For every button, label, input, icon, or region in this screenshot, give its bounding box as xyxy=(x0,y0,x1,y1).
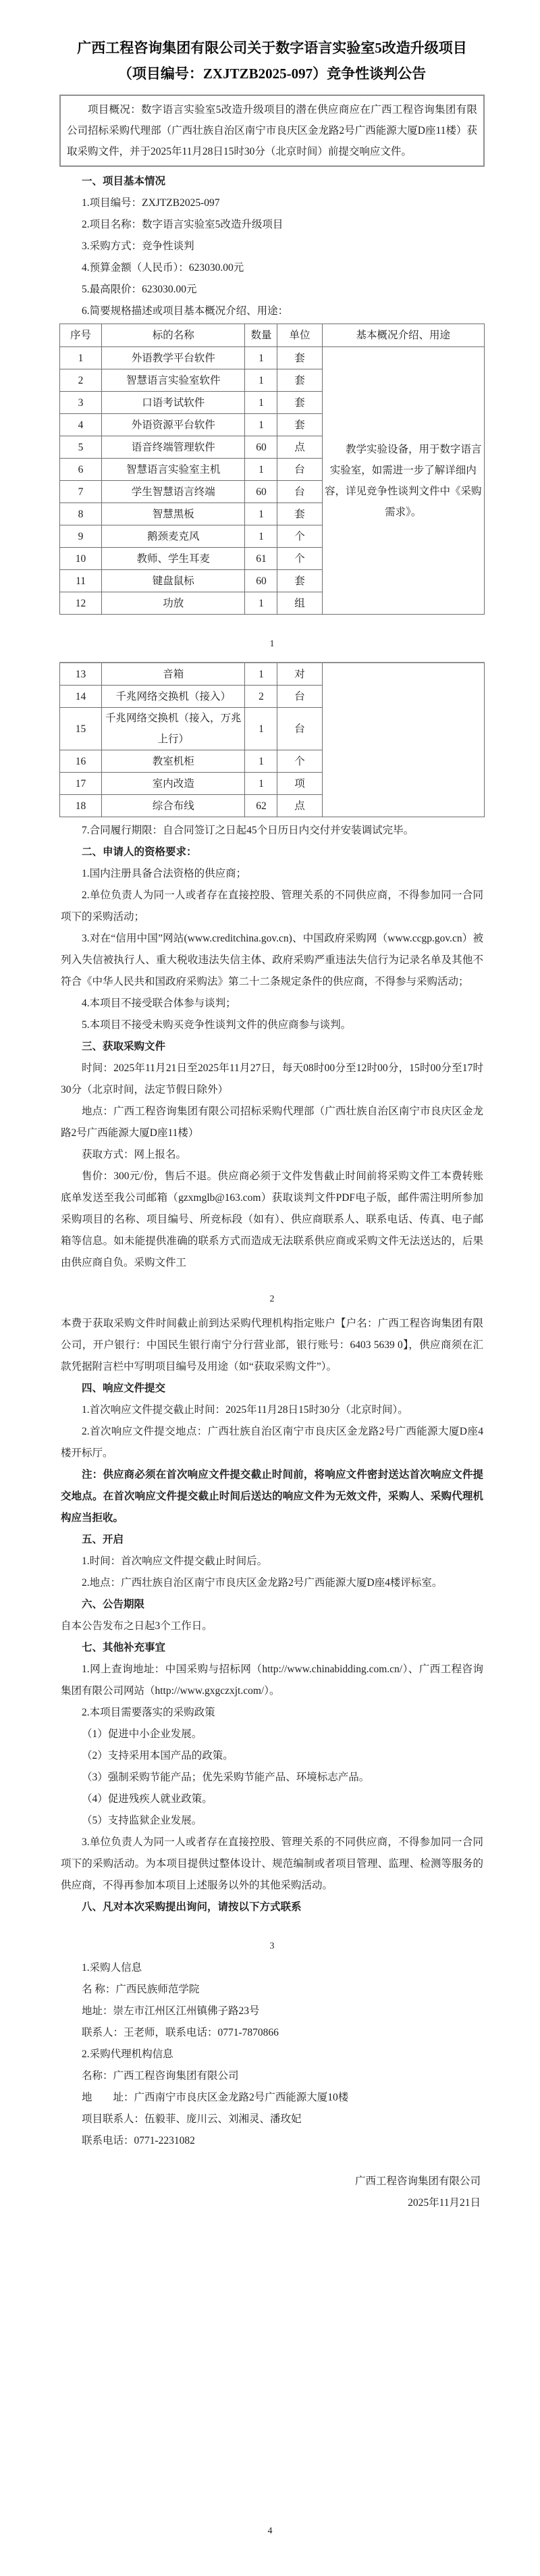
section-heading: 四、响应文件提交 xyxy=(82,1383,166,1394)
merged-note-cell-continued xyxy=(322,663,484,817)
table-cell: 套 xyxy=(277,392,322,414)
table-cell: 个 xyxy=(277,548,322,570)
page-number: 1 xyxy=(269,639,275,649)
table-cell: 1 xyxy=(245,414,277,436)
table-cell: 1 xyxy=(245,708,277,750)
paragraph: 地点：广西工程咨询集团有限公司招标采购代理部（广西壮族自治区南宁市良庆区金龙路2号广西能源大厦D座11楼） xyxy=(61,1106,483,1139)
paragraph: 项目联系人：伍毅菲、庞川云、刘湘灵、潘玫妃 xyxy=(82,2113,302,2125)
paragraph: （5）支持监狱企业发展。 xyxy=(82,1815,202,1826)
paragraph: 2.项目名称：数字语言实验室5改造升级项目 xyxy=(82,219,284,230)
table-cell: 外语资源平台软件 xyxy=(102,414,245,436)
table-cell: 功放 xyxy=(102,592,245,615)
table-cell: 教师、学生耳麦 xyxy=(102,548,245,570)
paragraph: 2.采购代理机构信息 xyxy=(82,2049,173,2060)
section-heading: 七、其他补充事宜 xyxy=(82,1642,166,1653)
paragraph: 4.本项目不接受联合体参与谈判； xyxy=(82,998,236,1009)
items-table-page1 xyxy=(59,324,485,615)
table-cell: 千兆网络交换机（接入，万兆上行） xyxy=(102,708,245,750)
table-cell: 套 xyxy=(277,369,322,392)
table-cell: 1 xyxy=(245,773,277,795)
table-cell: 台 xyxy=(277,708,322,750)
paragraph: 1.时间：首次响应文件提交截止时间后。 xyxy=(82,1555,268,1567)
table-row xyxy=(60,663,485,686)
table-cell: 智慧语言实验室软件 xyxy=(102,369,245,392)
table-cell: 60 xyxy=(245,570,277,592)
paragraph: 名称：广西工程咨询集团有限公司 xyxy=(82,2070,239,2082)
table-cell: 12 xyxy=(60,592,102,615)
paragraph: 2.本项目需要落实的采购政策 xyxy=(82,1707,215,1718)
table-cell: 60 xyxy=(245,481,277,503)
table-cell: 2 xyxy=(245,686,277,708)
table-cell: 点 xyxy=(277,795,322,817)
paragraph: 1.采购人信息 xyxy=(82,1962,142,1974)
signature-date: 2025年11月21日 xyxy=(408,2197,481,2209)
table-cell: 17 xyxy=(60,773,102,795)
note-paragraph: 注：供应商必须在首次响应文件提交截止时间前，将响应文件密封送达首次响应文件提交地点。在首次响应文件提交截止时间后送达的响应文件为无效文件，采购人、采购代理机构应当拒收。 xyxy=(61,1469,483,1524)
table-cell: 6 xyxy=(60,459,102,481)
table-cell: 个 xyxy=(277,525,322,548)
column-header: 标的名称 xyxy=(102,324,245,347)
paragraph: 7.合同履行期限：自合同签订之日起45个日历日内交付并安装调试完毕。 xyxy=(82,825,414,836)
table-cell: 14 xyxy=(60,686,102,708)
section-heading: 三、获取采购文件 xyxy=(82,1041,166,1052)
paragraph: 联系人：王老师，联系电话：0771-7870866 xyxy=(82,2027,279,2038)
table-cell: 套 xyxy=(277,570,322,592)
project-overview-box xyxy=(59,95,485,167)
table-cell: 综合布线 xyxy=(102,795,245,817)
table-cell: 5 xyxy=(60,436,102,459)
table-cell: 1 xyxy=(245,369,277,392)
table-cell: 学生智慧语言终端 xyxy=(102,481,245,503)
paragraph: 获取方式：网上报名。 xyxy=(82,1149,187,1160)
table-cell: 智慧黑板 xyxy=(102,503,245,525)
table-cell: 3 xyxy=(60,392,102,414)
page-number: 2 xyxy=(269,1294,275,1304)
table-cell: 鹅颈麦克风 xyxy=(102,525,245,548)
paragraph: 名 称：广西民族师范学院 xyxy=(82,1984,200,1995)
paragraph: 1.国内注册具备合法资格的供应商； xyxy=(82,868,247,879)
paragraph: 地 址：广西南宁市良庆区金龙路2号广西能源大厦10楼 xyxy=(82,2092,349,2103)
paragraph: 5.本项目不接受未购买竞争性谈判文件的供应商参与谈判。 xyxy=(82,1019,352,1031)
page-number: 3 xyxy=(269,1941,275,1951)
table-cell: 智慧语言实验室主机 xyxy=(102,459,245,481)
section-heading: 六、公告期限 xyxy=(82,1599,145,1610)
table-cell: 4 xyxy=(60,414,102,436)
paragraph: 1.首次响应文件提交截止时间：2025年11月28日15时30分（北京时间）。 xyxy=(82,1404,408,1416)
page-number: 4 xyxy=(267,2526,273,2536)
title-line-2: （项目编号：ZXJTZB2025-097）竞争性谈判公告 xyxy=(117,66,427,82)
table-cell: 1 xyxy=(245,592,277,615)
project-overview-text: 项目概况：数字语言实验室5改造升级项目的潜在供应商应在广西工程咨询集团有限公司招标采购代理部（广西壮族自治区南宁市良庆区金龙路2号广西能源大厦D座11楼）获取采购文件，并于2025年11月28日15时30分（北京时间）前提交响应文件。 xyxy=(67,104,477,157)
paragraph: （4）促进残疾人就业政策。 xyxy=(82,1793,213,1805)
column-header: 数量 xyxy=(245,324,277,347)
table-cell: 1 xyxy=(245,347,277,369)
table-cell: 组 xyxy=(277,592,322,615)
table-cell: 16 xyxy=(60,750,102,773)
table-cell: 台 xyxy=(277,686,322,708)
paragraph: 时间：2025年11月21日至2025年11月27日，每天08时00分至12时00分，15时00分至17时30分（北京时间，法定节假日除外） xyxy=(61,1062,483,1096)
table-cell: 台 xyxy=(277,459,322,481)
paragraph: 联系电话：0771-2231082 xyxy=(82,2135,195,2146)
paragraph: 4.预算金额（人民币）：623030.00元 xyxy=(82,262,244,274)
paragraph: 自本公告发布之日起3个工作日。 xyxy=(61,1620,213,1632)
table-cell: 10 xyxy=(60,548,102,570)
table-cell: 点 xyxy=(277,436,322,459)
paragraph: 3.采购方式：竞争性谈判 xyxy=(82,240,194,252)
table-cell: 60 xyxy=(245,436,277,459)
table-cell: 对 xyxy=(277,663,322,686)
table-cell: 室内改造 xyxy=(102,773,245,795)
table-cell: 项 xyxy=(277,773,322,795)
paragraph: 2.单位负责人为同一人或者存在直接控股、管理关系的不同供应商，不得参加同一合同项下的采购活动； xyxy=(61,890,483,923)
table-cell: 11 xyxy=(60,570,102,592)
paragraph: 3.单位负责人为同一人或者存在直接控股、管理关系的不同供应商，不得参加同一合同项下的采购活动。为本项目提供过整体设计、规范编制或者项目管理、监理、检测等服务的供应商，不得再参加本项目上述服务以外的其他采购活动。 xyxy=(61,1836,483,1891)
paragraph: 售价：300元/份，售后不退。供应商必须于文件发售截止时间前将采购文件工本费转账底单发送至我公司邮箱（gzxmglb@163.com）获取谈判文件PDF电子版，邮件需注明所参加采购项目的名称、项目编号、所竞标段（如有）、供应商联系人、联系电话、传真、电子邮箱等信息。如未能提供准确的联系方式而造成无法联系供应商或采购文件无法送达的，后果由供应商自负。采购文件工 xyxy=(61,1170,483,1268)
table-cell: 键盘鼠标 xyxy=(102,570,245,592)
paragraph: 3.对在“信用中国”网站(www.creditchina.gov.cn)、中国政府采购网（www.ccgp.gov.cn）被列入失信被执行人、重大税收违法失信主体、政府采购严重违法失信行为记录名单及其他不符合《中华人民共和国政府采购法》第二十二条规定条件的供应商，不得参与采购活动； xyxy=(61,933,483,987)
paragraph: 5.最高限价：623030.00元 xyxy=(82,284,197,295)
table-cell: 外语教学平台软件 xyxy=(102,347,245,369)
paragraph: （2）支持采用本国产品的政策。 xyxy=(82,1750,234,1761)
table-cell: 9 xyxy=(60,525,102,548)
document-flow xyxy=(61,171,483,2536)
merged-note-cell: 教学实验设备，用于数字语言实验室，如需进一步了解详细内容，详见竞争性谈判文件中《采购需求》。 xyxy=(322,347,484,615)
title-line-1: 广西工程咨询集团有限公司关于数字语言实验室5改造升级项目 xyxy=(77,40,467,56)
table-cell: 1 xyxy=(60,347,102,369)
table-cell: 62 xyxy=(245,795,277,817)
section-heading: 二、申请人的资格要求： xyxy=(82,846,197,858)
paragraph: 1.项目编号：ZXJTZB2025-097 xyxy=(82,197,220,209)
column-header: 单位 xyxy=(277,324,322,347)
column-header: 序号 xyxy=(60,324,102,347)
items-table-page2 xyxy=(59,662,485,817)
table-cell: 1 xyxy=(245,503,277,525)
table-cell: 1 xyxy=(245,459,277,481)
table-cell: 教室机柜 xyxy=(102,750,245,773)
table-cell: 套 xyxy=(277,414,322,436)
table-cell: 套 xyxy=(277,347,322,369)
section-heading: 八、凡对本次采购提出询问，请按以下方式联系 xyxy=(82,1901,302,1913)
table-cell: 18 xyxy=(60,795,102,817)
paragraph: 2.首次响应文件提交地点：广西壮族自治区南宁市良庆区金龙路2号广西能源大厦D座4楼开标厅。 xyxy=(61,1426,483,1459)
paragraph: （1）促进中小企业发展。 xyxy=(82,1728,202,1740)
paragraph: 1.网上查询地址：中国采购与招标网（http://www.chinabidding.com.cn/）、广西工程咨询集团有限公司网站（http://www.gxgczxjt.com/）。 xyxy=(61,1664,483,1697)
table-cell: 15 xyxy=(60,708,102,750)
table-cell: 61 xyxy=(245,548,277,570)
table-cell: 1 xyxy=(245,392,277,414)
paragraph: 2.地点：广西壮族自治区南宁市良庆区金龙路2号广西能源大厦D座4楼评标室。 xyxy=(82,1577,443,1589)
section-heading: 一、项目基本情况 xyxy=(82,176,166,187)
paragraph: 6.简要规格描述或项目基本概况介绍、用途： xyxy=(82,305,289,317)
table-cell: 台 xyxy=(277,481,322,503)
table-cell: 1 xyxy=(245,750,277,773)
paragraph: （3）强制采购节能产品；优先采购节能产品、环境标志产品。 xyxy=(82,1772,370,1783)
table-cell: 1 xyxy=(245,663,277,686)
page-title xyxy=(61,35,483,86)
document xyxy=(0,35,540,2576)
table-cell: 个 xyxy=(277,750,322,773)
table-cell: 2 xyxy=(60,369,102,392)
table-cell: 口语考试软件 xyxy=(102,392,245,414)
table-cell: 语音终端管理软件 xyxy=(102,436,245,459)
paragraph: 地址：崇左市江州区江州镇佛子路23号 xyxy=(82,2005,260,2017)
page-body xyxy=(0,35,540,2536)
table-cell: 音箱 xyxy=(102,663,245,686)
paragraph: 本费于获取采购文件时间截止前到达采购代理机构指定账户【户名：广西工程咨询集团有限公司，开户银行：中国民生银行南宁分行营业部，银行账号：6403 5639 0】，供应商须在汇款凭据附言栏中写明项目编号及用途（如“获取采购文件”）。 xyxy=(61,1318,483,1372)
table-row xyxy=(60,347,485,369)
table-cell: 1 xyxy=(245,525,277,548)
section-heading: 五、开启 xyxy=(82,1534,124,1545)
table-cell: 8 xyxy=(60,503,102,525)
table-header-row xyxy=(60,324,485,347)
table-cell: 套 xyxy=(277,503,322,525)
signature-company: 广西工程咨询集团有限公司 xyxy=(354,2175,481,2187)
table-cell: 7 xyxy=(60,481,102,503)
column-header: 基本概况介绍、用途 xyxy=(322,324,484,347)
table-cell: 13 xyxy=(60,663,102,686)
table-cell: 千兆网络交换机（接入） xyxy=(102,686,245,708)
